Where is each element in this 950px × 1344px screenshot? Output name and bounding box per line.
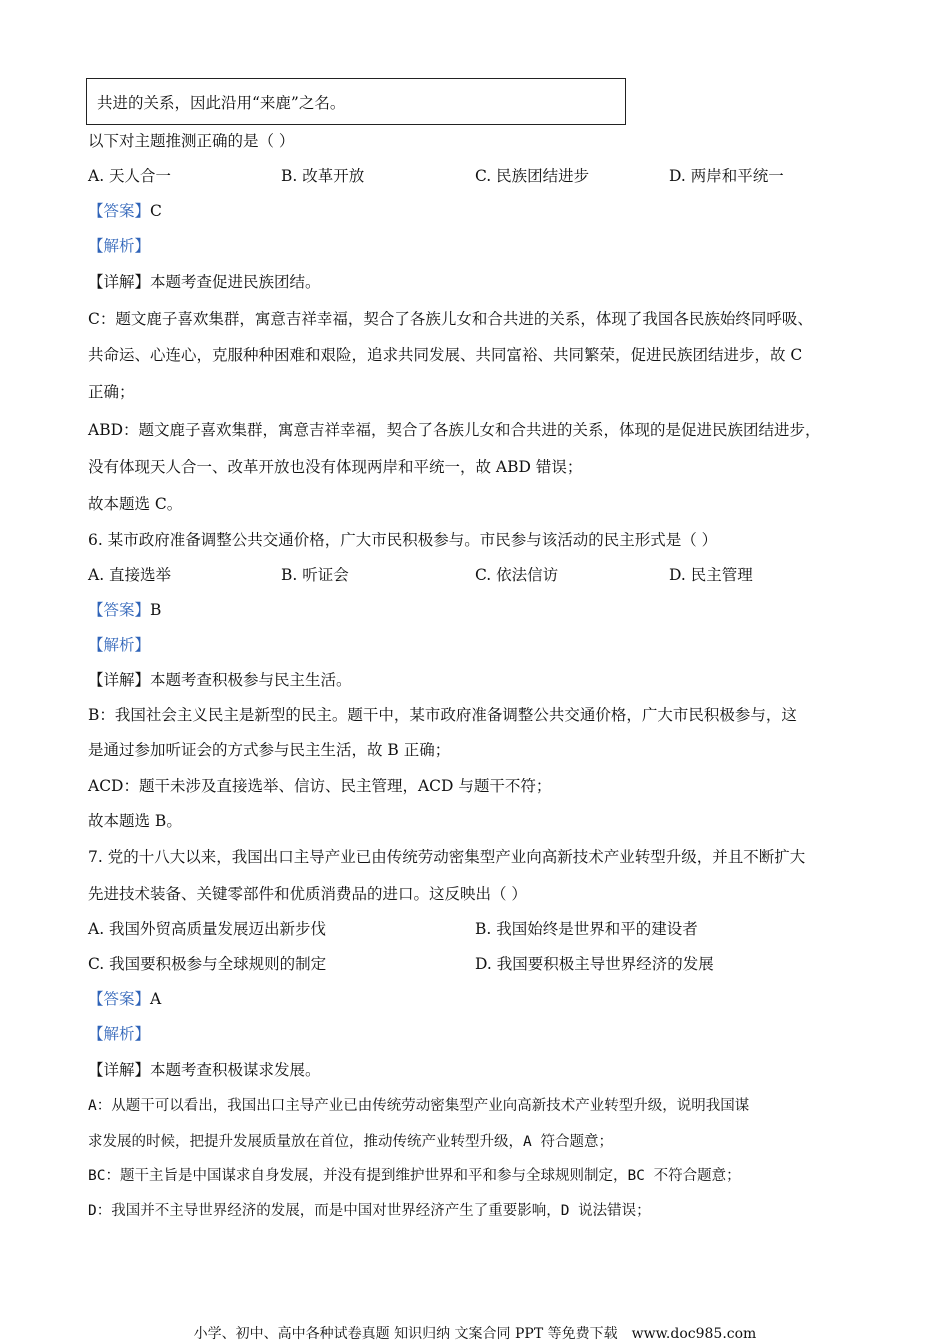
footer-text: 小学、初中、高中各种试卷真题 知识归纳 文案合同 PPT 等免费下载 <box>193 1326 618 1342</box>
q5-line: 故本题选 C。 <box>88 495 183 513</box>
q7-line: D：我国并不主导世界经济的发展，而是中国对世界经济产生了重要影响，D 说法错误； <box>88 1203 651 1219</box>
q6-analysis-tag: 【解析】 <box>88 636 151 654</box>
detail-tag: 【详解】 <box>88 1061 151 1079</box>
q5-line: 没有体现天人合一、改革开放也没有体现两岸和平统一，故 ABD 错误； <box>88 458 583 476</box>
material-text: 共进的关系，因此沿用“来鹿”之名。 <box>97 94 346 112</box>
material-box <box>86 78 626 125</box>
q6-line: 故本题选 B。 <box>88 812 182 830</box>
detail-tag: 【详解】 <box>88 273 151 291</box>
q5-option-d: D. 两岸和平统一 <box>669 167 784 185</box>
q6-stem: 6. 某市政府准备调整公共交通价格，广大市民积极参与。市民参与该活动的民主形式是（ ） <box>88 531 718 549</box>
answer-tag: 【答案】 <box>88 990 151 1008</box>
q5-line: 共命运、心连心，克服种种困难和艰险，追求共同发展、共同富裕、共同繁荣，促进民族团结进步，故 C <box>88 346 803 364</box>
q7-option-b: B. 我国始终是世界和平的建设者 <box>475 920 698 938</box>
q5-analysis-tag: 【解析】 <box>88 237 151 255</box>
q5-stem: 以下对主题推测正确的是（ ） <box>88 132 295 150</box>
detail-tag: 【详解】 <box>88 671 151 689</box>
q6-option-a: A. 直接选举 <box>88 566 172 584</box>
q7-answer <box>88 989 161 1009</box>
q6-line: 是通过参加听证会的方式参与民主生活，故 B 正确； <box>88 741 451 759</box>
q7-option-d: D. 我国要积极主导世界经济的发展 <box>475 955 714 973</box>
detail-text: 本题考查积极谋求发展。 <box>150 1061 321 1079</box>
q7-line: A：从题干可以看出，我国出口主导产业已由传统劳动密集型产业向高新技术产业转型升级，说明我国谋 <box>88 1098 750 1114</box>
q5-option-a: A. 天人合一 <box>88 167 172 185</box>
q5-option-b: B. 改革开放 <box>281 167 365 185</box>
q6-option-b: B. 听证会 <box>281 566 349 584</box>
q7-option-c: C. 我国要积极参与全球规则的制定 <box>88 955 327 973</box>
answer-tag: 【答案】 <box>88 601 151 619</box>
q6-option-c: C. 依法信访 <box>475 566 559 584</box>
detail-text: 本题考查促进民族团结。 <box>150 273 321 291</box>
q6-detail <box>88 670 352 690</box>
q6-line: ACD：题干未涉及直接选举、信访、民主管理，ACD 与题干不符； <box>88 777 552 795</box>
q5-line: C：题文鹿子喜欢集群，寓意吉祥幸福，契合了各族儿女和合共进的关系，体现了我国各民族始终同呼吸、 <box>88 310 813 328</box>
q5-answer <box>88 201 162 221</box>
answer-value: B <box>150 601 162 619</box>
q6-line: B：我国社会主义民主是新型的民主。题干中，某市政府准备调整公共交通价格，广大市民积极参与，这 <box>88 706 797 724</box>
q5-line: ABD：题文鹿子喜欢集群，寓意吉祥幸福，契合了各族儿女和合共进的关系，体现的是促进民族团结进步， <box>88 421 821 439</box>
answer-value: C <box>150 202 162 220</box>
q7-option-a: A. 我国外贸高质量发展迈出新步伐 <box>88 920 327 938</box>
q5-line: 正确； <box>88 383 135 401</box>
page-footer <box>0 1323 950 1343</box>
q5-option-c: C. 民族团结进步 <box>475 167 590 185</box>
q7-detail <box>88 1060 321 1080</box>
footer-url[interactable]: www.doc985.com <box>631 1326 757 1342</box>
q6-answer <box>88 600 161 620</box>
q7-line: BC：题干主旨是中国谋求自身发展，并没有提到维护世界和平和参与全球规则制定，BC 不符合题意； <box>88 1168 741 1184</box>
answer-tag: 【答案】 <box>88 202 151 220</box>
q7-analysis-tag: 【解析】 <box>88 1025 151 1043</box>
q6-option-d: D. 民主管理 <box>669 566 753 584</box>
q7-stem-line-2: 先进技术装备、关键零部件和优质消费品的进口。这反映出（ ） <box>88 885 527 903</box>
q5-detail <box>88 272 321 292</box>
detail-text: 本题考查积极参与民主生活。 <box>150 671 352 689</box>
answer-value: A <box>150 990 162 1008</box>
q7-line: 求发展的时候，把提升发展质量放在首位，推动传统产业转型升级，A 符合题意； <box>88 1134 613 1150</box>
q7-stem-line-1: 7. 党的十八大以来，我国出口主导产业已由传统劳动密集型产业向高新技术产业转型升级，并且不断扩大 <box>88 848 806 866</box>
